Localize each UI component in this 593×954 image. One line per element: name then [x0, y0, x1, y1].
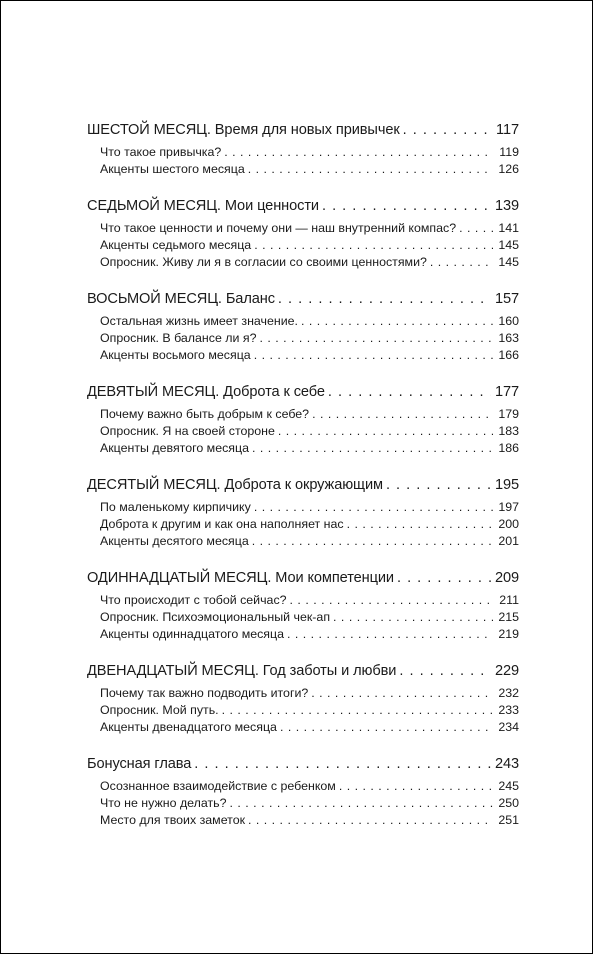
- toc-entry[interactable]: [87, 221, 519, 238]
- leader-dots: [397, 570, 491, 586]
- toc-entry[interactable]: [87, 593, 519, 610]
- entry-title: Осознанное взаимодействие с ребенком: [100, 779, 336, 793]
- toc-entry[interactable]: [87, 424, 519, 441]
- toc-entry[interactable]: [87, 534, 519, 551]
- toc-entry[interactable]: [87, 796, 519, 813]
- entry-title: Место для твоих заметок: [100, 813, 246, 827]
- toc-entry[interactable]: [87, 145, 519, 162]
- leader-dots: [252, 441, 493, 455]
- entry-page-number: 145: [498, 238, 519, 252]
- entry-page-number: 183: [498, 424, 519, 438]
- chapter-title: ДЕСЯТЫЙ МЕСЯЦ. Доброта к окружающим: [87, 477, 383, 493]
- toc-entry[interactable]: [87, 348, 519, 365]
- toc-entry[interactable]: [87, 407, 519, 424]
- leader-dots: [459, 221, 493, 235]
- entry-title: Доброта к другим и как она наполняет нас: [100, 517, 344, 531]
- chapter-title: Бонусная глава: [87, 756, 192, 772]
- leader-dots: [252, 534, 493, 548]
- chapter-page-number: 139: [494, 198, 519, 214]
- leader-dots: [230, 796, 493, 810]
- toc-chapter: [87, 756, 519, 830]
- entry-page-number: 166: [498, 348, 519, 362]
- toc-chapter-heading[interactable]: [87, 291, 519, 311]
- entry-page-number: 197: [498, 500, 519, 514]
- toc-entry[interactable]: [87, 703, 519, 720]
- toc-entry[interactable]: [87, 314, 519, 331]
- chapter-page-number: 243: [494, 756, 519, 772]
- entry-title: Акценты шестого месяца: [100, 162, 245, 176]
- toc-entry[interactable]: [87, 238, 519, 255]
- leader-dots: [278, 291, 491, 307]
- toc-chapter-heading[interactable]: [87, 198, 519, 218]
- toc-chapter: [87, 570, 519, 644]
- chapter-title: СЕДЬМОЙ МЕСЯЦ. Мои ценности: [87, 198, 319, 214]
- chapter-title: ОДИННАДЦАТЫЙ МЕСЯЦ. Мои компетенции: [87, 570, 394, 586]
- leader-dots: [222, 703, 493, 717]
- chapter-title: ДВЕНАДЦАТЫЙ МЕСЯЦ. Год заботы и любви: [87, 663, 397, 679]
- entry-page-number: 201: [498, 534, 519, 548]
- entry-page-number: 160: [498, 314, 519, 328]
- entry-page-number: 211: [499, 593, 519, 607]
- chapter-page-number: 229: [494, 663, 519, 679]
- toc-chapter-heading[interactable]: [87, 122, 519, 142]
- entry-page-number: 126: [498, 162, 519, 176]
- toc-chapter: [87, 477, 519, 551]
- entry-page-number: 250: [498, 796, 519, 810]
- toc-entry[interactable]: [87, 331, 519, 348]
- toc-entry[interactable]: [87, 500, 519, 517]
- leader-dots: [403, 122, 492, 138]
- entry-title: Опросник. Мой путь.: [100, 703, 219, 717]
- leader-dots: [430, 255, 493, 269]
- toc-entry[interactable]: [87, 517, 519, 534]
- leader-dots: [312, 407, 493, 421]
- entry-page-number: 233: [498, 703, 519, 717]
- leader-dots: [322, 198, 491, 214]
- chapter-page-number: 209: [494, 570, 519, 586]
- toc-chapter-heading[interactable]: [87, 384, 519, 404]
- entry-title: Акценты десятого месяца: [100, 534, 249, 548]
- toc-entry[interactable]: [87, 720, 519, 737]
- chapter-page-number: 195: [494, 477, 519, 493]
- entry-page-number: 215: [498, 610, 519, 624]
- entry-page-number: 251: [498, 813, 519, 827]
- leader-dots: [224, 145, 493, 159]
- entry-page-number: 186: [498, 441, 519, 455]
- toc-entry[interactable]: [87, 441, 519, 458]
- chapter-title: ДЕВЯТЫЙ МЕСЯЦ. Доброта к себе: [87, 384, 325, 400]
- entry-title: Что не нужно делать?: [100, 796, 227, 810]
- entry-title: Что такое ценности и почему они — наш внутренний компас?: [100, 221, 457, 235]
- leader-dots: [248, 813, 493, 827]
- entry-page-number: 219: [498, 627, 519, 641]
- toc-chapter-heading[interactable]: [87, 756, 519, 776]
- entry-title: Что такое привычка?: [100, 145, 222, 159]
- toc-chapter-heading[interactable]: [87, 477, 519, 497]
- leader-dots: [248, 162, 493, 176]
- toc-chapter: [87, 384, 519, 458]
- leader-dots: [311, 686, 493, 700]
- leader-dots: [339, 779, 493, 793]
- leader-dots: [254, 238, 493, 252]
- entry-title: Акценты девятого месяца: [100, 441, 249, 455]
- toc-entry[interactable]: [87, 686, 519, 703]
- entry-title: Акценты одиннадцатого месяца: [100, 627, 285, 641]
- entry-title: Опросник. Психоэмоциональный чек-ап: [100, 610, 331, 624]
- entry-page-number: 119: [499, 145, 519, 159]
- leader-dots: [254, 500, 493, 514]
- leader-dots: [328, 384, 491, 400]
- chapter-page-number: 117: [496, 122, 519, 138]
- entry-page-number: 145: [498, 255, 519, 269]
- entry-title: Почему так важно подводить итоги?: [100, 686, 309, 700]
- leader-dots: [347, 517, 493, 531]
- leader-dots: [386, 477, 491, 493]
- entry-title: Остальная жизнь имеет значение.: [100, 314, 298, 328]
- leader-dots: [254, 348, 493, 362]
- entry-page-number: 232: [498, 686, 519, 700]
- leader-dots: [194, 756, 491, 772]
- leader-dots: [278, 424, 493, 438]
- entry-page-number: 141: [498, 221, 519, 235]
- chapter-page-number: 157: [494, 291, 519, 307]
- leader-dots: [333, 610, 493, 624]
- toc-chapter-heading[interactable]: [87, 663, 519, 683]
- chapter-title: ВОСЬМОЙ МЕСЯЦ. Баланс: [87, 291, 275, 307]
- entry-title: Опросник. В балансе ли я?: [100, 331, 257, 345]
- entry-title: По маленькому кирпичику: [100, 500, 251, 514]
- entry-page-number: 200: [498, 517, 519, 531]
- toc-entry[interactable]: [87, 813, 519, 830]
- leader-dots: [290, 593, 493, 607]
- entry-title: Что происходит с тобой сейчас?: [100, 593, 287, 607]
- entry-title: Акценты двенадцатого месяца: [100, 720, 277, 734]
- toc-chapter: [87, 198, 519, 272]
- leader-dots: [287, 627, 493, 641]
- entry-page-number: 163: [498, 331, 519, 345]
- toc-chapter-heading[interactable]: [87, 570, 519, 590]
- entry-title: Почему важно быть добрым к себе?: [100, 407, 310, 421]
- toc-entry[interactable]: [87, 627, 519, 644]
- leader-dots: [399, 663, 491, 679]
- leader-dots: [280, 720, 493, 734]
- leader-dots: [301, 314, 493, 328]
- leader-dots: [260, 331, 494, 345]
- entry-page-number: 234: [498, 720, 519, 734]
- toc-chapter: [87, 663, 519, 737]
- entry-title: Акценты седьмого месяца: [100, 238, 252, 252]
- table-of-contents: [87, 122, 519, 830]
- toc-entry[interactable]: [87, 162, 519, 179]
- entry-page-number: 245: [498, 779, 519, 793]
- toc-entry[interactable]: [87, 779, 519, 796]
- toc-entry[interactable]: [87, 610, 519, 627]
- entry-title: Акценты восьмого месяца: [100, 348, 251, 362]
- toc-entry[interactable]: [87, 255, 519, 272]
- entry-title: Опросник. Живу ли я в согласии со своими ценностями?: [100, 255, 427, 269]
- toc-chapter: [87, 122, 519, 179]
- entry-title: Опросник. Я на своей стороне: [100, 424, 275, 438]
- entry-page-number: 179: [498, 407, 519, 421]
- chapter-title: ШЕСТОЙ МЕСЯЦ. Время для новых привычек: [87, 122, 400, 138]
- toc-chapter: [87, 291, 519, 365]
- chapter-page-number: 177: [494, 384, 519, 400]
